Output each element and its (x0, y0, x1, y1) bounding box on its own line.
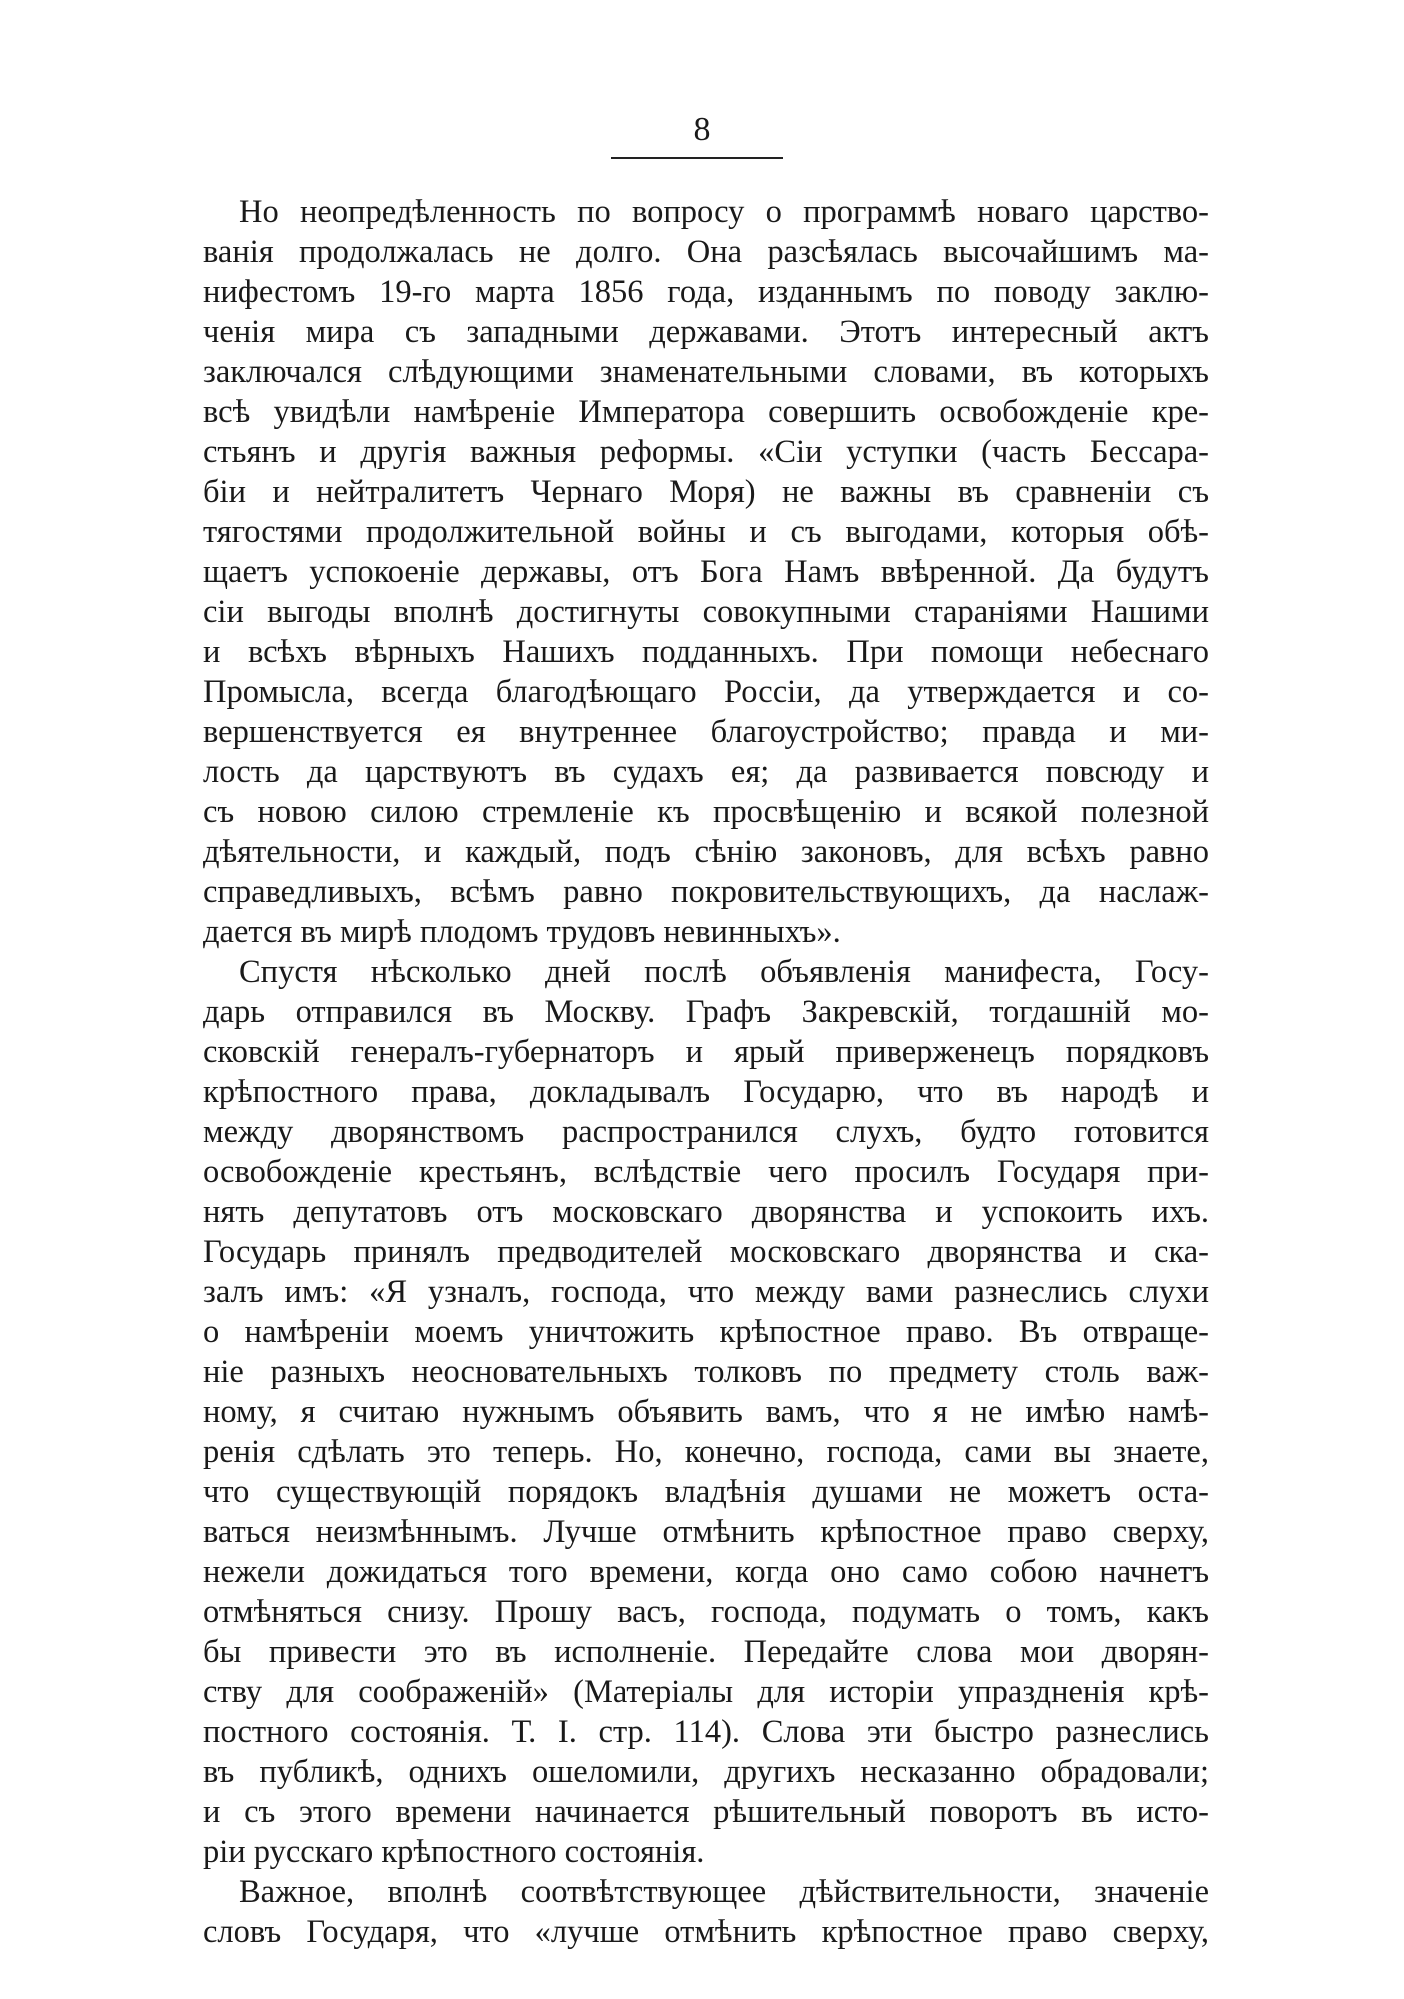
text-line: ріи русскаго крѣпостного состоянія. (203, 1834, 705, 1870)
text-line: ченія мира съ западными державами. Этотъ интересный актъ (203, 314, 1209, 350)
text-line: щаетъ успокоеніе державы, отъ Бога Намъ ввѣренной. Да будутъ (203, 554, 1209, 590)
text-line: лость да царствуютъ въ судахъ ея; да развивается повсюду и (203, 754, 1209, 790)
header-rule (611, 157, 783, 159)
text-line: между дворянствомъ распространился слухъ, будто готовится (203, 1114, 1209, 1150)
text-line: тягостями продолжительной войны и съ выгодами, которыя обѣ- (203, 514, 1209, 550)
text-line: ству для соображеній» (Матеріалы для исторіи упраздненія крѣ- (203, 1674, 1209, 1710)
text-line: ренія сдѣлать это теперь. Но, конечно, господа, сами вы знаете, (203, 1434, 1209, 1470)
text-line: справедливыхъ, всѣмъ равно покровительствующихъ, да наслаж- (203, 874, 1209, 910)
text-line: сіи выгоды вполнѣ достигнуты совокупными стараніями Нашими (203, 594, 1209, 630)
text-line: ванія продолжалась не долго. Она разсѣялась высочайшимъ ма- (203, 234, 1209, 270)
text-line: крѣпостного права, докладывалъ Государю, что въ народѣ и (203, 1074, 1209, 1110)
text-line: съ новою силою стремленіе къ просвѣщенію и всякой полезной (203, 794, 1209, 830)
text-line: постного состоянія. Т. I. стр. 114). Слова эти быстро разнеслись (203, 1714, 1209, 1750)
text-line: бы привести это въ исполненіе. Передайте слова мои дворян- (203, 1634, 1209, 1670)
text-line: Важное, вполнѣ соотвѣтствующее дѣйствительности, значеніе (239, 1874, 1209, 1910)
paragraph-2 (203, 952, 1209, 1872)
text-line: дается въ мирѣ плодомъ трудовъ невинныхъ». (203, 914, 841, 950)
text-line: всѣ увидѣли намѣреніе Императора совершить освобожденіе кре- (203, 394, 1209, 430)
text-line: Но неопредѣленность по вопросу о программѣ новаго царство- (239, 194, 1209, 230)
text-line: словъ Государя, что «лучше отмѣнить крѣпостное право сверху, (203, 1914, 1209, 1950)
text-line: и съ этого времени начинается рѣшительный поворотъ въ исто- (203, 1794, 1209, 1830)
text-line: нять депутатовъ отъ московскаго дворянства и успокоить ихъ. (203, 1194, 1209, 1230)
text-line: біи и нейтралитетъ Чернаго Моря) не важны въ сравненіи съ (203, 474, 1209, 510)
text-line: и всѣхъ вѣрныхъ Нашихъ подданныхъ. При помощи небеснаго (203, 634, 1209, 670)
text-line: Спустя нѣсколько дней послѣ объявленія манифеста, Госу- (239, 954, 1209, 990)
paragraph-1 (203, 192, 1209, 952)
body-text (203, 192, 1209, 1952)
text-line: нежели дожидаться того времени, когда оно само собою начнетъ (203, 1554, 1209, 1590)
text-line: въ публикѣ, однихъ ошеломили, другихъ несказанно обрадовали; (203, 1754, 1209, 1790)
text-line: сковскій генералъ-губернаторъ и ярый приверженецъ порядковъ (203, 1034, 1209, 1070)
text-line: вершенствуется ея внутреннее благоустройство; правда и ми- (203, 714, 1209, 750)
text-line: стьянъ и другія важныя реформы. «Сіи уступки (часть Бессара- (203, 434, 1209, 470)
text-line: Промысла, всегда благодѣющаго Россіи, да утверждается и со- (203, 674, 1209, 710)
text-line: ному, я считаю нужнымъ объявить вамъ, что я не имѣю намѣ- (203, 1394, 1209, 1430)
paragraph-3 (203, 1872, 1209, 1952)
text-line: дѣятельности, и каждый, подъ сѣнію законовъ, для всѣхъ равно (203, 834, 1209, 870)
text-line: ніе разныхъ неосновательныхъ толковъ по предмету столь важ- (203, 1354, 1209, 1390)
text-line: ваться неизмѣннымъ. Лучше отмѣнить крѣпостное право сверху, (203, 1514, 1209, 1550)
text-line: освобожденіе крестьянъ, вслѣдствіе чего просилъ Государя при- (203, 1154, 1209, 1190)
text-line: отмѣняться снизу. Прошу васъ, господа, подумать о томъ, какъ (203, 1594, 1209, 1630)
text-line: Государь принялъ предводителей московскаго дворянства и ска- (203, 1234, 1209, 1270)
text-line: о намѣреніи моемъ уничтожить крѣпостное право. Въ отвраще- (203, 1314, 1209, 1350)
page-number: 8 (693, 111, 711, 148)
text-line: залъ имъ: «Я узналъ, господа, что между вами разнеслись слухи (203, 1274, 1209, 1310)
text-line: дарь отправился въ Москву. Графъ Закревскій, тогдашній мо- (203, 994, 1209, 1030)
text-line: что существующій порядокъ владѣнія душами не можетъ оста- (203, 1474, 1209, 1510)
text-line: нифестомъ 19-го марта 1856 года, изданнымъ по поводу заклю- (203, 274, 1209, 310)
text-line: заключался слѣдующими знаменательными словами, въ которыхъ (203, 354, 1209, 390)
